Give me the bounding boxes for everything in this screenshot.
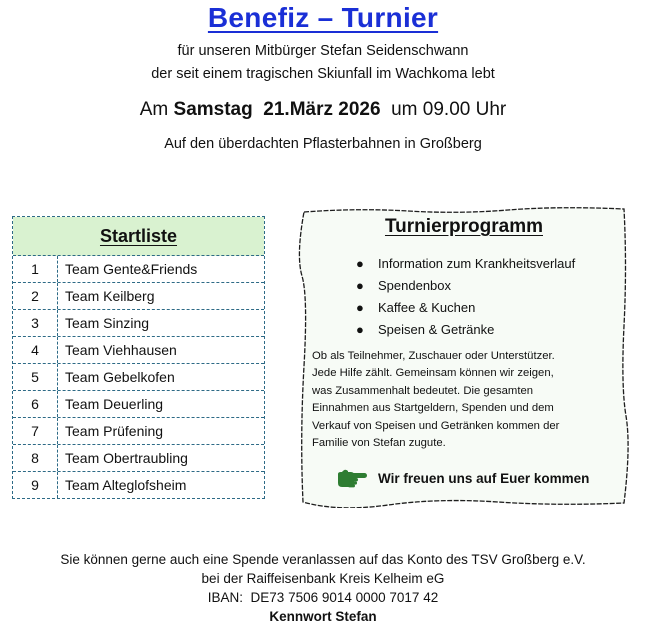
subtitle-line-2: der seit einem tragischen Skiunfall im Wachkoma lebt	[151, 66, 495, 82]
list-item	[356, 274, 575, 296]
date-prefix: Am	[139, 99, 169, 120]
team-name: Team Obertraubling	[65, 450, 188, 466]
team-name: Team Viehhausen	[65, 342, 177, 358]
footer-line-1: Sie können gerne auch eine Spende veranlassen auf das Konto des TSV Großberg e.V.	[60, 552, 586, 567]
description-line: Verkauf von Speisen und Getränken kommen der	[312, 419, 560, 432]
page-title: Benefiz – Turnier	[207, 2, 439, 33]
table-row	[13, 472, 264, 498]
description-line: Ob als Teilnehmer, Zuschauer oder Unterstützer.	[312, 350, 555, 362]
table-row	[13, 310, 264, 337]
cta-text: Wir freuen uns auf Euer kommen	[378, 470, 590, 486]
programm-title: Turnierprogramm	[384, 216, 543, 237]
table-row	[13, 256, 264, 283]
startliste-table	[12, 216, 265, 499]
row-number: 2	[13, 283, 58, 309]
footer-line-2: bei der Raiffeisenbank Kreis Kelheim eG	[201, 571, 445, 586]
team-name: Team Gente&Friends	[65, 261, 198, 277]
bullet-icon: ●	[356, 299, 364, 315]
description-line: Jede Hilfe zählt. Gemeinsam können wir zeigen,	[312, 367, 554, 380]
programm-cta	[336, 468, 589, 488]
row-number: 3	[13, 310, 58, 336]
team-name: Team Prüfening	[65, 423, 164, 439]
pointing-hand-icon	[336, 468, 368, 488]
table-row	[13, 391, 264, 418]
list-item	[356, 296, 575, 318]
row-number: 9	[13, 472, 58, 498]
row-number: 1	[13, 256, 58, 282]
description-line: Einnahmen aus Startgeldern, Spenden und dem	[312, 402, 554, 415]
bullet-icon: ●	[356, 255, 364, 271]
footer-kennwort: Kennwort Stefan	[269, 609, 377, 624]
list-item	[356, 252, 575, 274]
description-line: Familie von Stefan zugute.	[312, 437, 446, 450]
table-row	[13, 337, 264, 364]
team-name: Team Gebelkofen	[65, 369, 175, 385]
event-location: Auf den überdachten Pflasterbahnen in Großberg	[164, 136, 482, 152]
bullet-icon: ●	[356, 321, 364, 337]
team-name: Team Sinzing	[65, 315, 150, 331]
event-day: Samstag	[173, 99, 253, 120]
table-row	[13, 283, 264, 310]
programm-item: Speisen & Getränke	[378, 321, 495, 337]
list-item	[356, 318, 575, 340]
team-name: Team Keilberg	[65, 288, 155, 304]
row-number: 7	[13, 418, 58, 444]
startliste-header	[13, 217, 264, 256]
row-number: 6	[13, 391, 58, 417]
footer-iban: IBAN: DE73 7506 9014 0000 7017 42	[207, 590, 439, 605]
startliste-title: Startliste	[99, 225, 178, 246]
team-name: Team Deuerling	[65, 396, 164, 412]
event-datetime	[0, 99, 646, 121]
table-row	[13, 418, 264, 445]
programm-item: Kaffee & Kuchen	[378, 299, 476, 315]
table-row	[13, 364, 264, 391]
description-line: was Zusammenhalt bedeutet. Die gesamten	[312, 384, 534, 397]
table-row	[13, 445, 264, 472]
team-name: Team Alteglofsheim	[65, 477, 187, 493]
event-time: um 09.00 Uhr	[391, 99, 507, 120]
bullet-icon: ●	[356, 277, 364, 293]
programm-item: Spendenbox	[378, 277, 452, 293]
programm-item: Information zum Krankheitsverlauf	[378, 255, 576, 271]
row-number: 8	[13, 445, 58, 471]
programm-description	[312, 348, 612, 452]
event-date: 21.März 2026	[263, 99, 381, 120]
programm-list	[356, 252, 575, 340]
subtitle-line-1: für unseren Mitbürger Stefan Seidenschwann	[177, 43, 469, 59]
row-number: 4	[13, 337, 58, 363]
row-number: 5	[13, 364, 58, 390]
turnierprogramm-box	[298, 206, 630, 508]
